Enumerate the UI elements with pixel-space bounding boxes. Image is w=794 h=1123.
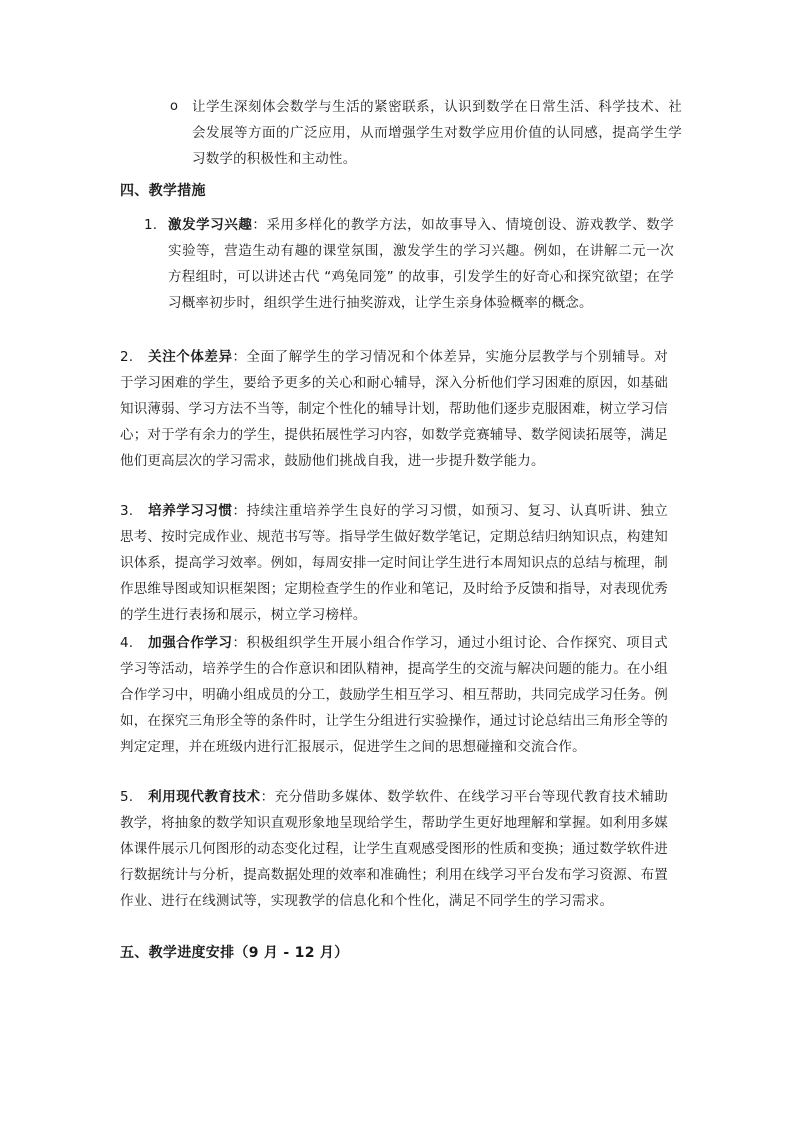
measure-item-3 — [120, 498, 668, 628]
measure-title: 关注个体差异 — [148, 349, 233, 365]
measure-number: 5. — [120, 789, 134, 805]
section-heading-measures: 四、教学措施 — [120, 183, 206, 199]
measure-item-1 — [144, 212, 675, 316]
measure-number: 2. — [120, 349, 134, 365]
measure-text: ：持续注重培养学生良好的学习习惯，如预习、复习、认真听讲、独立思考、按时完成作业、规范书写等。指导学生做好数学笔记，定期总结归纳知识点，构建知识体系，提高学习效率。例如，每周安排一定时间让学生进行本周知识点的总结与梳理，制作思维导图或知识框架图；定期检查学生的作业和笔记，及时给予反馈和指导，对表现优秀的学生进行表扬和展示，树立学习榜样。 — [120, 503, 668, 623]
section-heading-schedule: 五、教学进度安排（9 月 - 12 月） — [120, 945, 349, 961]
measure-number: 1. — [144, 217, 158, 233]
measure-text: ：积极组织学生开展小组合作学习，通过小组讨论、合作探究、项目式学习等活动，培养学生的合作意识和团队精神，提高学生的交流与解决问题的能力。在小组合作学习中，明确小组成员的分工，鼓励学生相互学习、相互帮助，共同完成学习任务。例如，在探究三角形全等的条件时，让学生分组进行实验操作，通过讨论总结出三角形全等的判定定理，并在班级内进行汇报展示，促进学生之间的思想碰撞和交流合作。 — [120, 635, 668, 755]
measure-title: 激发学习兴趣 — [168, 217, 253, 233]
measure-number: 4. — [120, 635, 134, 651]
measure-title: 培养学习习惯 — [148, 503, 233, 519]
bullet-paragraph-text: 让学生深刻体会数学与生活的紧密联系，认识到数学在日常生活、科学技术、社会发展等方面的广泛应用，从而增强学生对数学应用价值的认同感，提高学生学习数学的积极性和主动性。 — [192, 99, 682, 167]
measure-text: ：采用多样化的教学方法，如故事导入、情境创设、游戏教学、数学实验等，营造生动有趣的课堂氛围，激发学生的学习兴趣。例如，在讲解二元一次方程组时，可以讲述古代 “鸡兔同笼” 的故事，引发学生的好奇心和探究欲望；在学习概率初步时，组织学生进行抽奖游戏，让学生亲身体验概率的概念。 — [168, 217, 675, 311]
hollow-bullet-icon: o — [170, 99, 179, 114]
measure-item-2 — [120, 344, 668, 474]
measure-number: 3. — [120, 503, 134, 519]
measure-item-4 — [120, 630, 668, 760]
measure-item-5 — [120, 784, 668, 914]
measure-text: ：全面了解学生的学习情况和个体差异，实施分层教学与个别辅导。对于学习困难的学生，要给予更多的关心和耐心辅导，深入分析他们学习困难的原因，如基础知识薄弱、学习方法不当等，制定个性化的辅导计划，帮助他们逐步克服困难，树立学习信心；对于学有余力的学生，提供拓展性学习内容，如数学竞赛辅导、数学阅读拓展等，满足他们更高层次的学习需求，鼓励他们挑战自我，进一步提升数学能力。 — [120, 349, 668, 469]
bullet-paragraph — [170, 94, 682, 172]
measure-text: ：充分借助多媒体、数学软件、在线学习平台等现代教育技术辅助教学，将抽象的数学知识直观形象地呈现给学生，帮助学生更好地理解和掌握。如利用多媒体课件展示几何图形的动态变化过程，让学生直观感受图形的性质和变换；通过数学软件进行数据统计与分析，提高数据处理的效率和准确性；利用在线学习平台发布学习资源、布置作业、进行在线测试等，实现教学的信息化和个性化，满足不同学生的学习需求。 — [120, 789, 668, 909]
measure-title: 加强合作学习 — [148, 635, 233, 651]
measure-title: 利用现代教育技术 — [148, 789, 261, 805]
